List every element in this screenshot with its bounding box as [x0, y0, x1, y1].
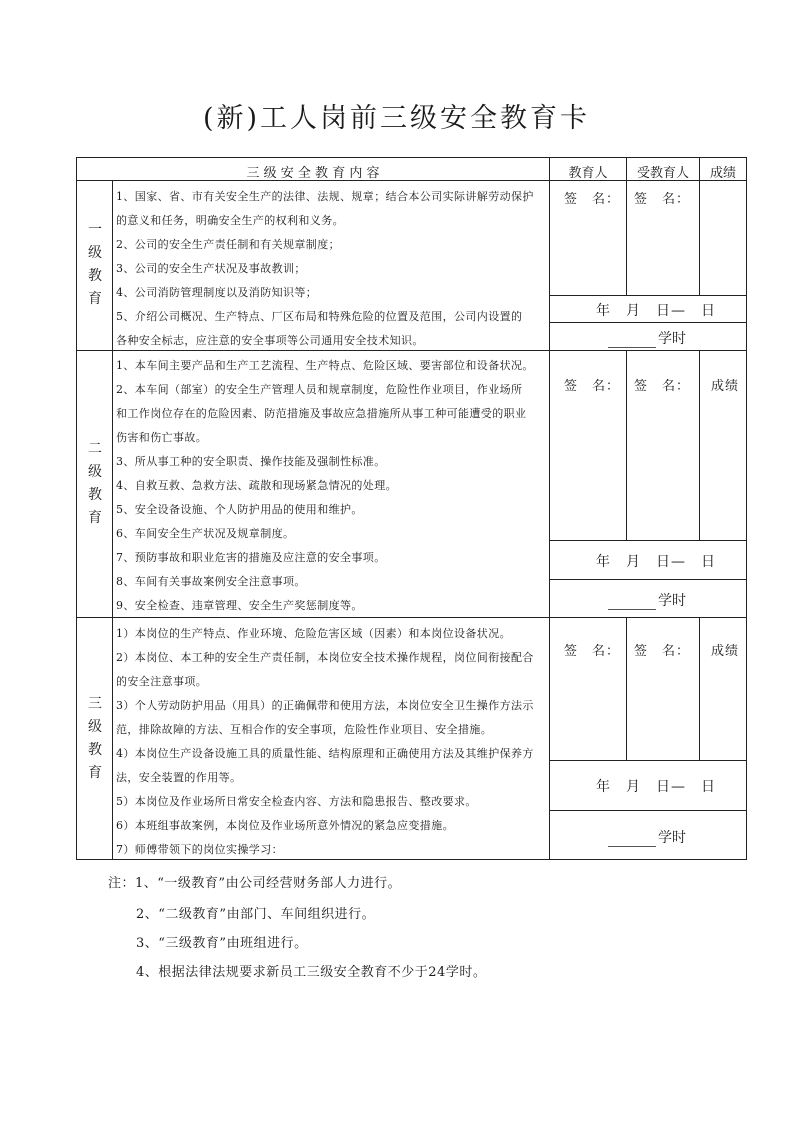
- level-char: 育: [88, 510, 102, 526]
- content-line: 8、车间有关事故案例安全注意事项。: [116, 575, 306, 588]
- score-label[interactable]: 成绩: [711, 379, 740, 394]
- hours-unit: 学时: [658, 593, 686, 609]
- level-char: 三: [88, 696, 102, 712]
- content-line: 4、自救互救、急救方法、疏散和现场紧急情况的处理。: [116, 479, 397, 492]
- header-score: 成绩: [709, 166, 736, 181]
- content-line: 范，排除故障的方法、互相合作的安全事项，危险性作业项目、安全措施。: [116, 723, 493, 736]
- content-line: 6、车间安全生产状况及规章制度。: [116, 527, 295, 540]
- training-hours: [608, 328, 686, 348]
- trainee-signature[interactable]: 签 名：: [634, 379, 691, 394]
- content-line: 5、安全设备设施、个人防护用品的使用和维护。: [116, 503, 363, 516]
- level-char: 育: [88, 291, 102, 307]
- level-char: 教: [88, 487, 102, 503]
- content-line: 和工作岗位存在的危险因素、防范措施及事故应急措施所从事工种可能遭受的职业: [116, 407, 527, 420]
- content-line: 的意义和任务，明确安全生产的权利和义务。: [116, 214, 344, 227]
- content-line: 6）本班组事故案例，本岗位及作业场所意外情况的紧急应变措施。: [116, 819, 454, 832]
- content-line: 1）本岗位的生产特点、作业环境、危险危害区域（因素）和本岗位设备状况。: [116, 627, 511, 640]
- level-char: 一: [88, 222, 102, 238]
- content-line: 4、公司消防管理制度以及消防知识等；: [116, 286, 318, 299]
- content-line: 3）个人劳动防护用品（用具）的正确佩带和使用方法，本岗位安全卫生操作方法示: [116, 699, 534, 712]
- hours-blank[interactable]: [608, 333, 656, 348]
- training-date[interactable]: 年 月 日— 日: [596, 303, 716, 319]
- content-line: 1、本车间主要产品和生产工艺流程、生产特点、危险区域、要害部位和设备状况。: [116, 359, 534, 372]
- content-line: 2、公司的安全生产责任制和有关规章制度；: [116, 238, 340, 251]
- page-title: (新)工人岗前三级安全教育卡: [202, 103, 591, 134]
- educator-signature[interactable]: 签 名：: [564, 644, 621, 659]
- content-line: 1、国家、省、市有关安全生产的法律、法规、规章；结合本公司实际讲解劳动保护: [116, 190, 534, 203]
- content-line: 7、预防事故和职业危害的措施及应注意的安全事项。: [116, 551, 386, 564]
- level-char: 育: [88, 765, 102, 781]
- content-line: 7）师傅带领下的岗位实操学习：: [116, 843, 283, 856]
- training-date[interactable]: 年 月 日— 日: [596, 554, 716, 570]
- note-3: 3、“三级教育”由班组进行。: [136, 936, 308, 951]
- note-2: 2、“二级教育”由部门、车间组织进行。: [136, 907, 376, 922]
- hours-blank[interactable]: [608, 832, 656, 847]
- trainee-signature[interactable]: 签 名：: [634, 192, 691, 207]
- content-line: 4）本岗位生产设备设施工具的质量性能、结构原理和正确使用方法及其维护保养方: [116, 747, 534, 760]
- content-line: 5）本岗位及作业场所日常安全检查内容、方法和隐患报告、整改要求。: [116, 795, 477, 808]
- score-label[interactable]: 成绩: [711, 644, 740, 659]
- trainee-signature[interactable]: 签 名：: [634, 644, 691, 659]
- header-educator: 教育人: [568, 166, 608, 181]
- level-2-content: [116, 354, 534, 618]
- content-line: 3、公司的安全生产状况及事故教训；: [116, 262, 306, 275]
- level-char: 级: [88, 719, 102, 735]
- level-1-label: [80, 219, 110, 311]
- content-line: 3、所从事工种的安全职责、操作技能及强制性标准。: [116, 455, 386, 468]
- level-3-label: [80, 693, 110, 785]
- content-line: 伤害和伤亡事故。: [116, 431, 208, 444]
- content-line: 2、本车间（部室）的安全生产管理人员和规章制度，危险性作业项目，作业场所: [116, 383, 523, 396]
- header-content: 三 级 安 全 教 育 内 容: [246, 166, 380, 181]
- content-line: 5、介绍公司概况、生产特点、厂区布局和特殊危险的位置及范围，公司内设置的: [116, 310, 523, 323]
- level-char: 级: [88, 245, 102, 261]
- hours-unit: 学时: [658, 830, 686, 846]
- educator-signature[interactable]: 签 名：: [564, 192, 621, 207]
- content-line: 9、安全检查、违章管理、安全生产奖惩制度等。: [116, 599, 363, 612]
- level-char: 二: [88, 441, 102, 457]
- level-char: 教: [88, 268, 102, 284]
- note-4: 4、根据法律法规要求新员工三级安全教育不少于24学时。: [136, 965, 487, 980]
- hours-unit: 学时: [658, 331, 686, 347]
- content-line: 的安全注意事项。: [116, 675, 208, 688]
- training-date[interactable]: 年 月 日— 日: [596, 779, 716, 795]
- level-2-label: [80, 438, 110, 530]
- training-hours: [608, 590, 686, 610]
- hours-blank[interactable]: [608, 595, 656, 610]
- training-hours: [608, 827, 686, 847]
- content-line: 法，安全装置的作用等。: [116, 771, 242, 784]
- educator-signature[interactable]: 签 名：: [564, 379, 621, 394]
- content-line: 各种安全标志，应注意的安全事项等公司通用安全技术知识。: [116, 334, 424, 347]
- note-1: 注：1、“一级教育”由公司经营财务部人力进行。: [108, 876, 402, 891]
- level-1-content: [116, 185, 534, 353]
- level-3-content: [116, 622, 534, 862]
- content-line: 2）本岗位、本工种的安全生产责任制，本岗位安全技术操作规程，岗位间衔接配合: [116, 651, 534, 664]
- level-char: 级: [88, 464, 102, 480]
- header-trainee: 受教育人: [636, 166, 689, 181]
- level-char: 教: [88, 742, 102, 758]
